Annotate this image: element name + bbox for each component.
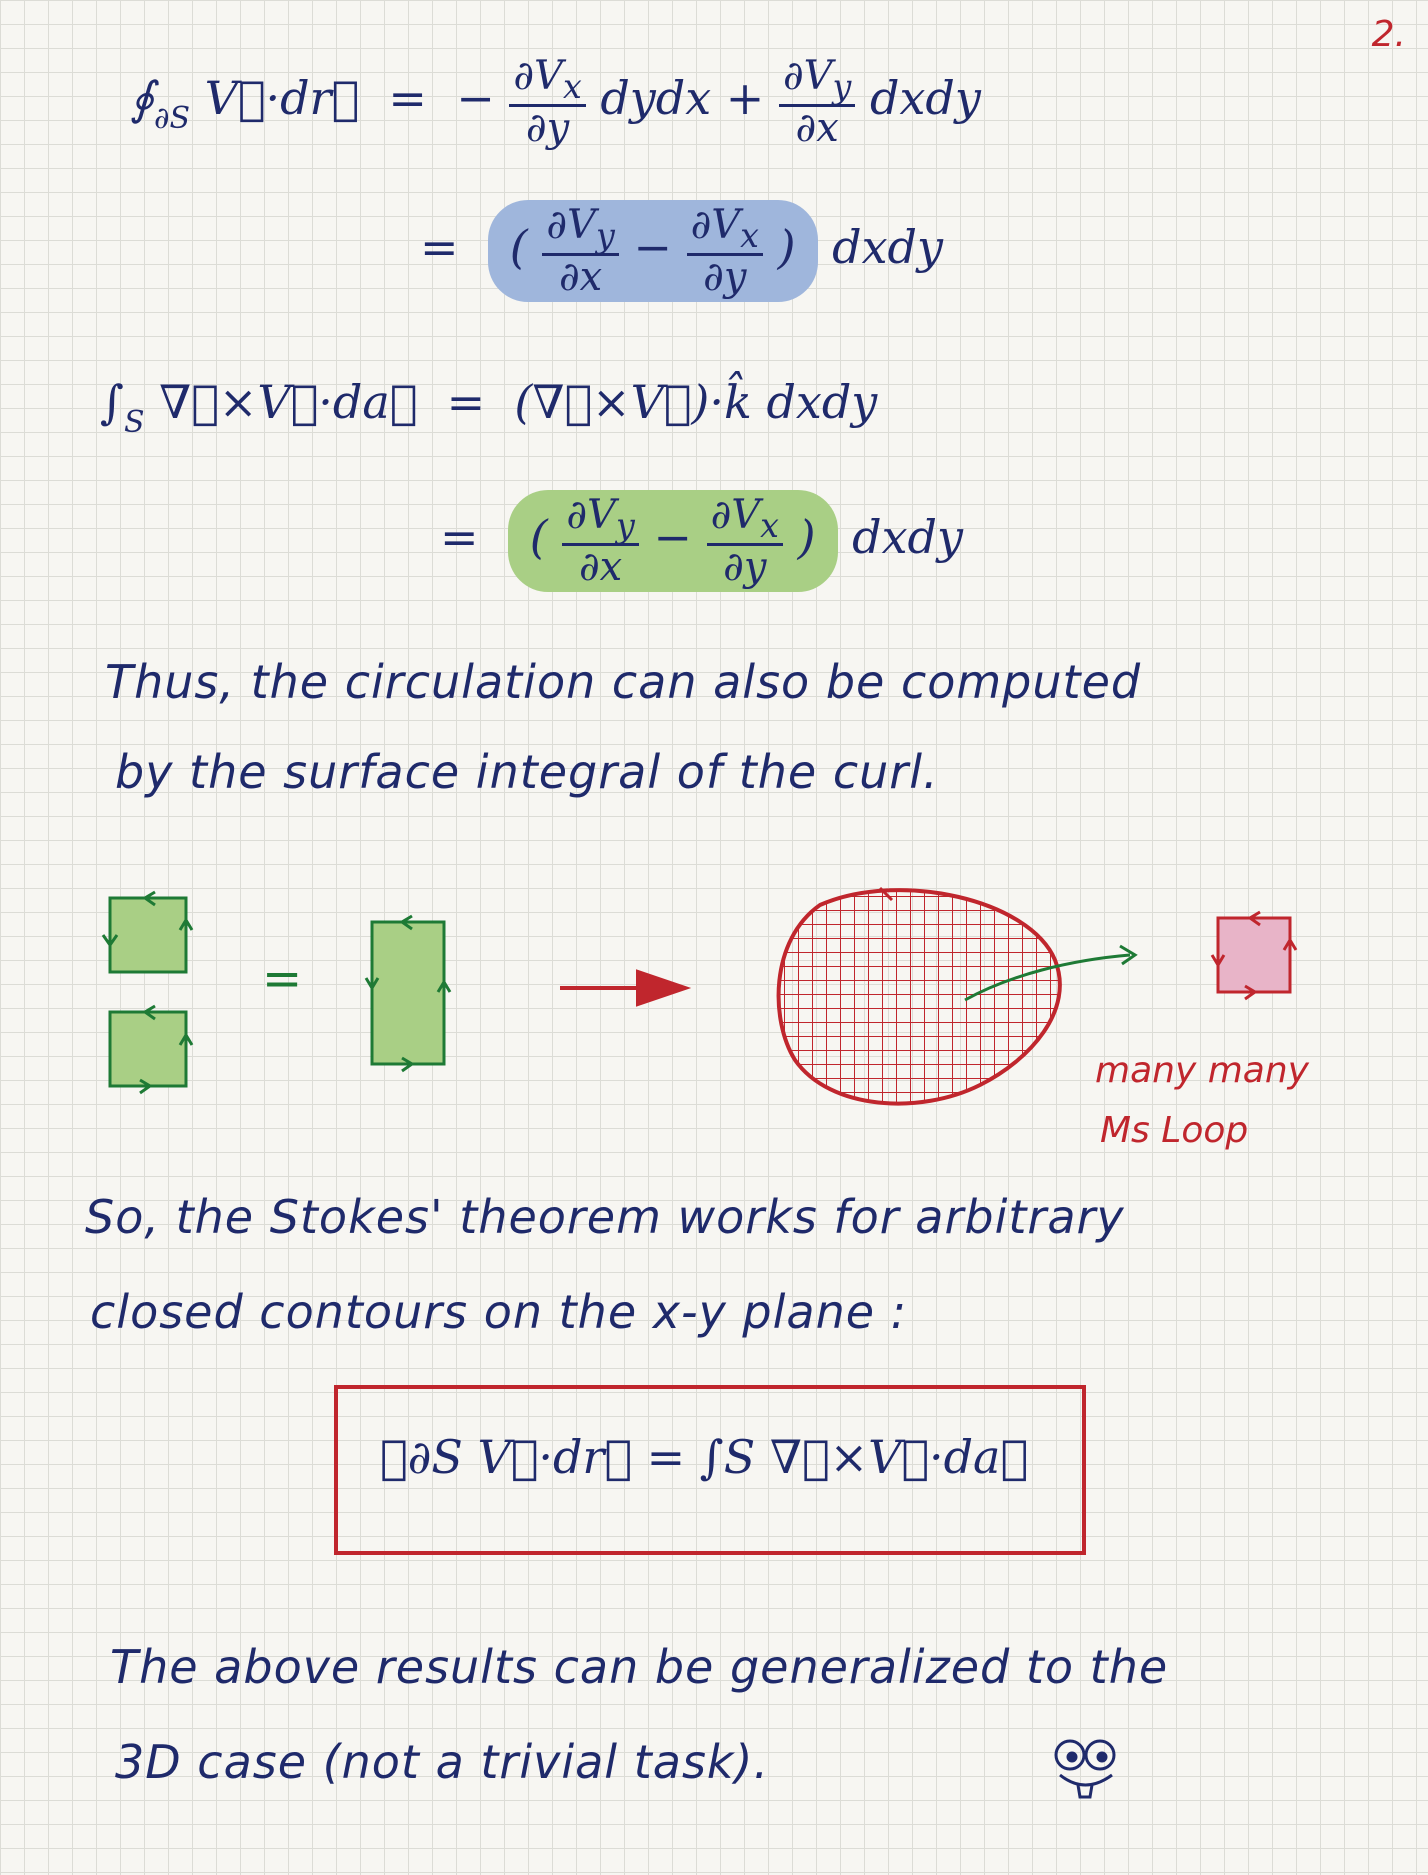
red-arrow <box>560 972 685 1004</box>
green-loop-bottom <box>110 1006 192 1093</box>
line-integral-lhs: $∮_{\partial S}$ V⃗·dr⃗ <box>130 70 360 136</box>
diagram-equals: = <box>262 951 303 1007</box>
hatched-region <box>779 890 1060 1103</box>
equation-line-2: = ( $\frac{\partial V_y}{\partial x}$ − $\frac{\partial V_x}{\partial y}$ ) dxdy <box>420 202 943 300</box>
stokes-theorem: ∮∂S V⃗·dr⃗ = ∫S ∇⃗×V⃗·da⃗ <box>380 1430 1029 1484</box>
green-loop-tall <box>366 916 450 1071</box>
equation-line-1: $∮_{\partial S}$ V⃗·dr⃗ = − $\frac{\partial V_x}{\partial y}$ dydx + $\frac{\partial V_y}{\partial x}$ dxdy <box>130 53 981 151</box>
green-highlight: ( $\frac{\partial V_y}{\partial x}$ − $\frac{\partial V_x}{\partial y}$ ) <box>508 490 838 592</box>
para3-line1: The above results can be generalized to the <box>110 1640 1169 1694</box>
para1-line2: by the surface integral of the curl. <box>115 745 939 799</box>
partial-vx-dy: $\frac{\partial V_x}{\partial y}$ <box>509 55 585 149</box>
green-loop-top <box>103 892 192 972</box>
partial-vy-dx: $\frac{\partial V_y}{\partial x}$ <box>779 55 855 149</box>
para2-line2: closed contours on the x-y plane : <box>90 1285 908 1339</box>
page-number: 2. <box>1371 14 1406 55</box>
para1-line1: Thus, the circulation can also be computed <box>105 655 1142 709</box>
equation-line-4: = ( $\frac{\partial V_y}{\partial x}$ − $\frac{\partial V_x}{\partial y}$ ) dxdy <box>440 492 963 590</box>
note-line1: many many <box>1095 1050 1309 1091</box>
blue-highlight: ( $\frac{\partial V_y}{\partial x}$ − $\frac{\partial V_x}{\partial y}$ ) <box>488 200 818 302</box>
equation-line-3: $\int_S$ ∇⃗×V⃗·da⃗ = (∇⃗×V⃗)·k̂ dxdy <box>100 375 878 440</box>
note-line2: Ms Loop <box>1100 1110 1249 1151</box>
para3-line2: 3D case (not a trivial task). <box>115 1735 770 1789</box>
pink-loop <box>1212 912 1296 999</box>
face-doodle <box>1056 1741 1114 1797</box>
para2-line1: So, the Stokes' theorem works for arbitrary <box>85 1190 1125 1244</box>
